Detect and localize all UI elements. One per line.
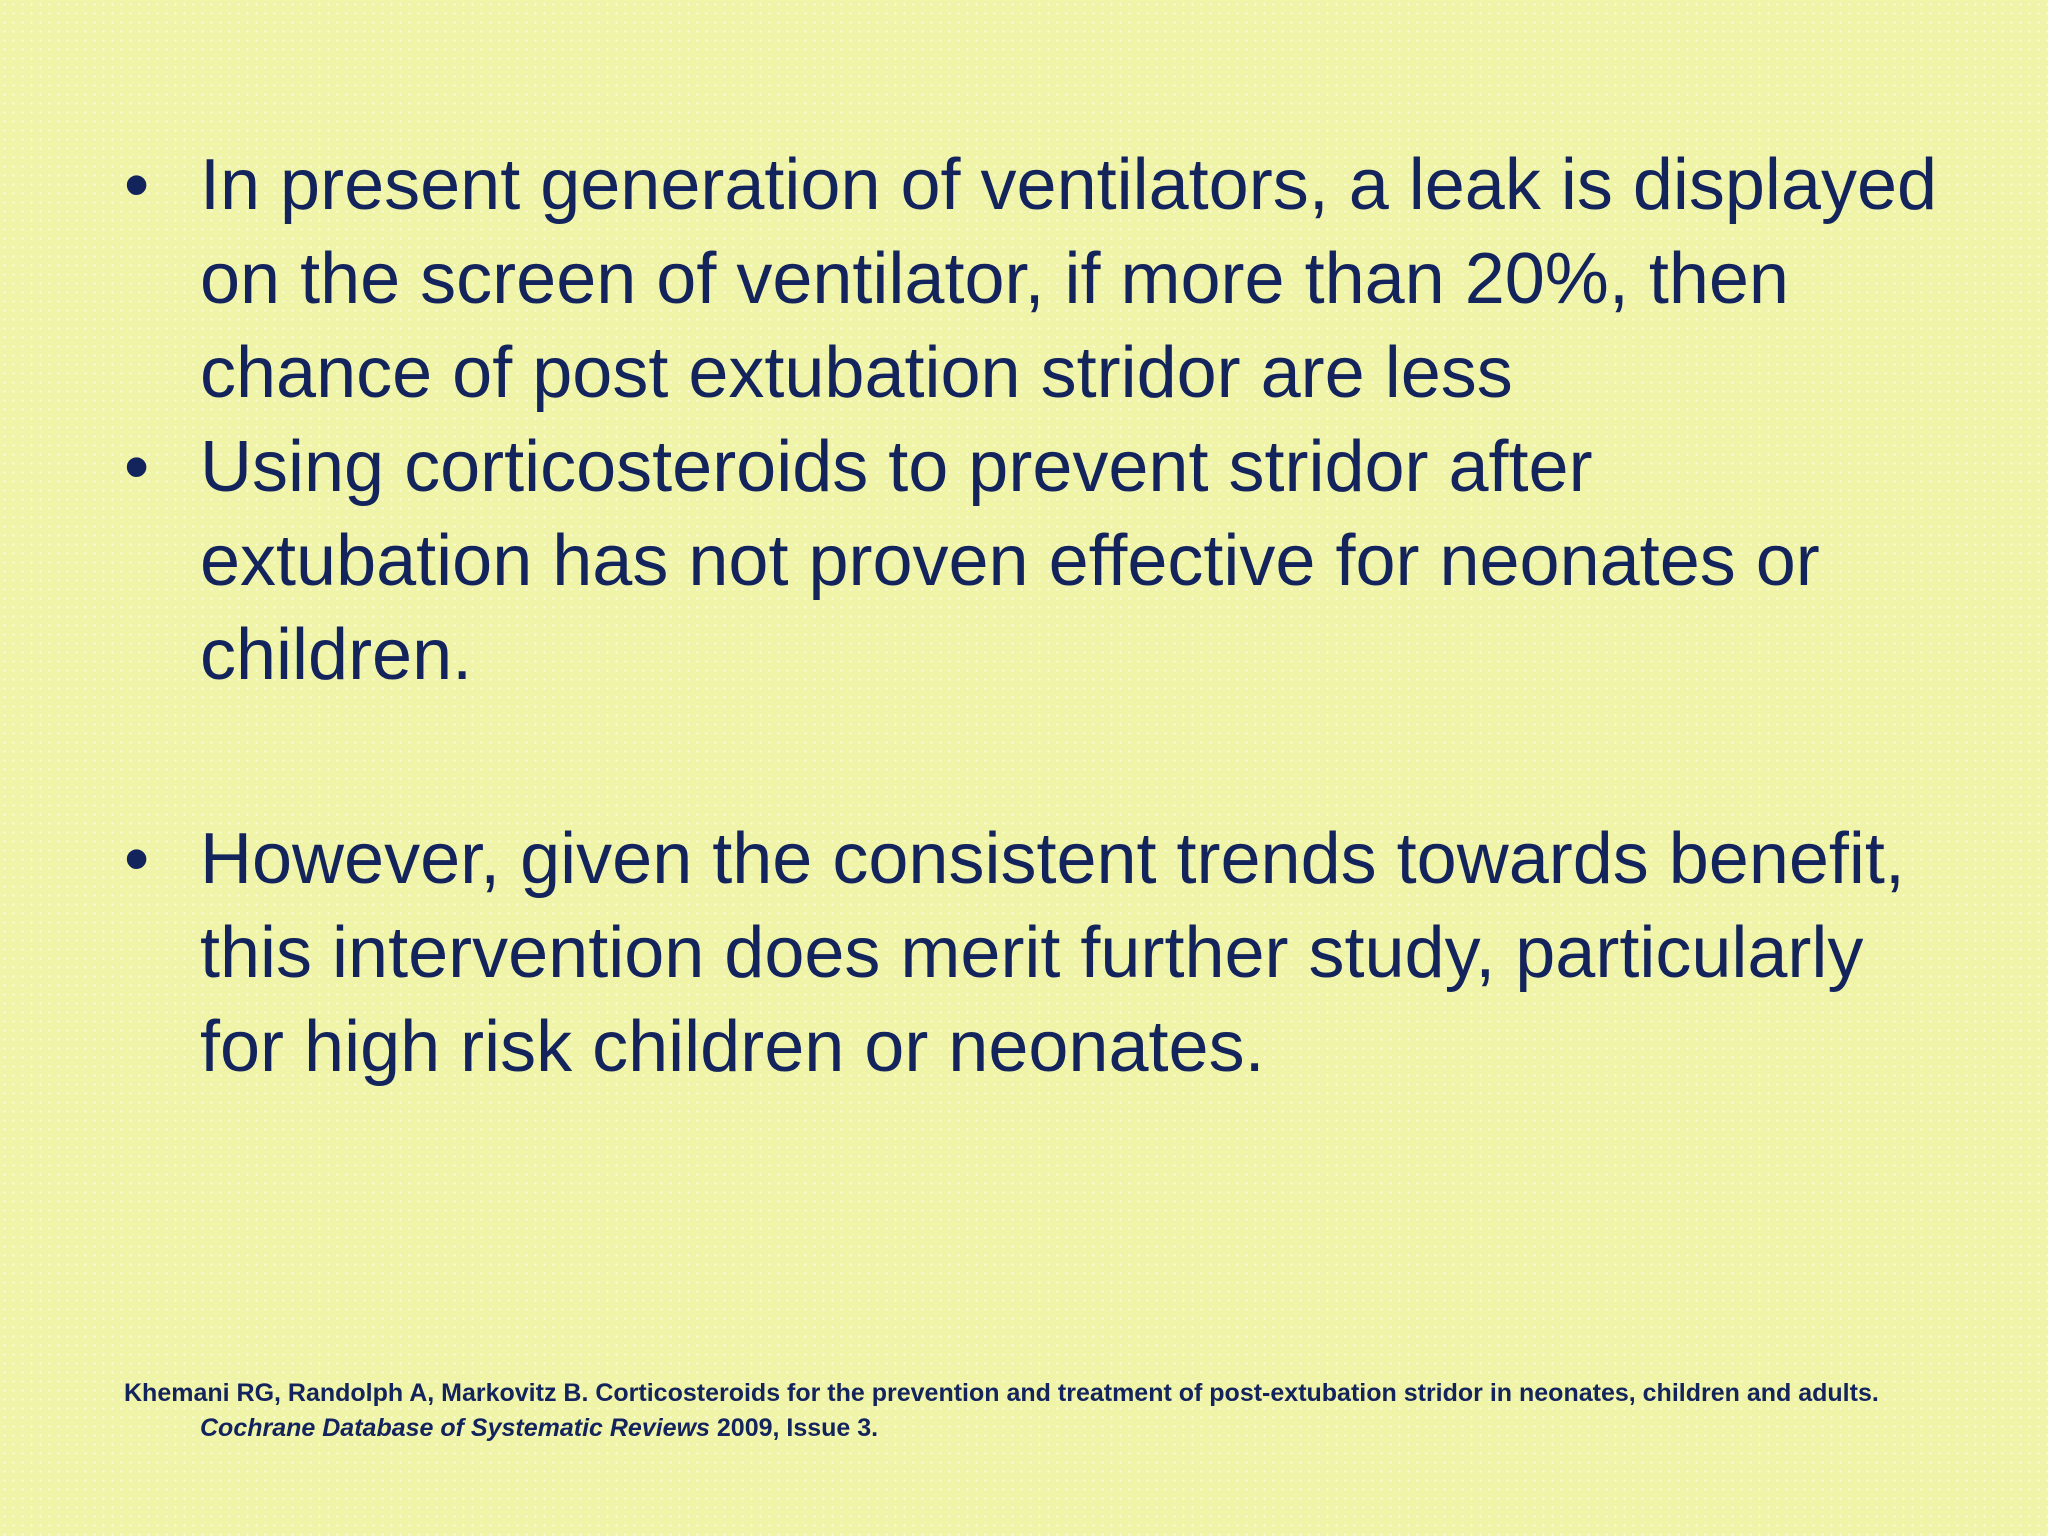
bullet-dot-icon: • <box>124 819 150 899</box>
bullet-item-3 <box>124 812 1944 1094</box>
citation-journal: Cochrane Database of Systematic Reviews <box>200 1414 710 1442</box>
citation-issue: 2009, Issue 3. <box>709 1414 879 1442</box>
bullet-dot-icon: • <box>124 427 150 507</box>
bullet-text-1: In present generation of ventilators, a leak is displayed on the screen of ventilator, if more than 20%, then chance of post extubation stridor are less <box>200 145 1938 413</box>
citation <box>124 1376 2000 1446</box>
bullet-item-1 <box>124 138 1944 420</box>
bullet-text-2: Using corticosteroids to prevent stridor after extubation has not proven effective for neonates or children. <box>200 427 1820 695</box>
bullet-text-3: However, given the consistent trends towards benefit, this intervention does merit further study, particularly for high risk children or neonates. <box>200 819 1905 1087</box>
bullet-list <box>124 138 1944 1094</box>
citation-authors-title: Khemani RG, Randolph A, Markovitz B. Corticosteroids for the prevention and treatment of post-extubation stridor in neonates, children and adults. <box>124 1379 1879 1407</box>
bullet-dot-icon: • <box>124 145 150 225</box>
bullet-item-2 <box>124 420 1944 702</box>
